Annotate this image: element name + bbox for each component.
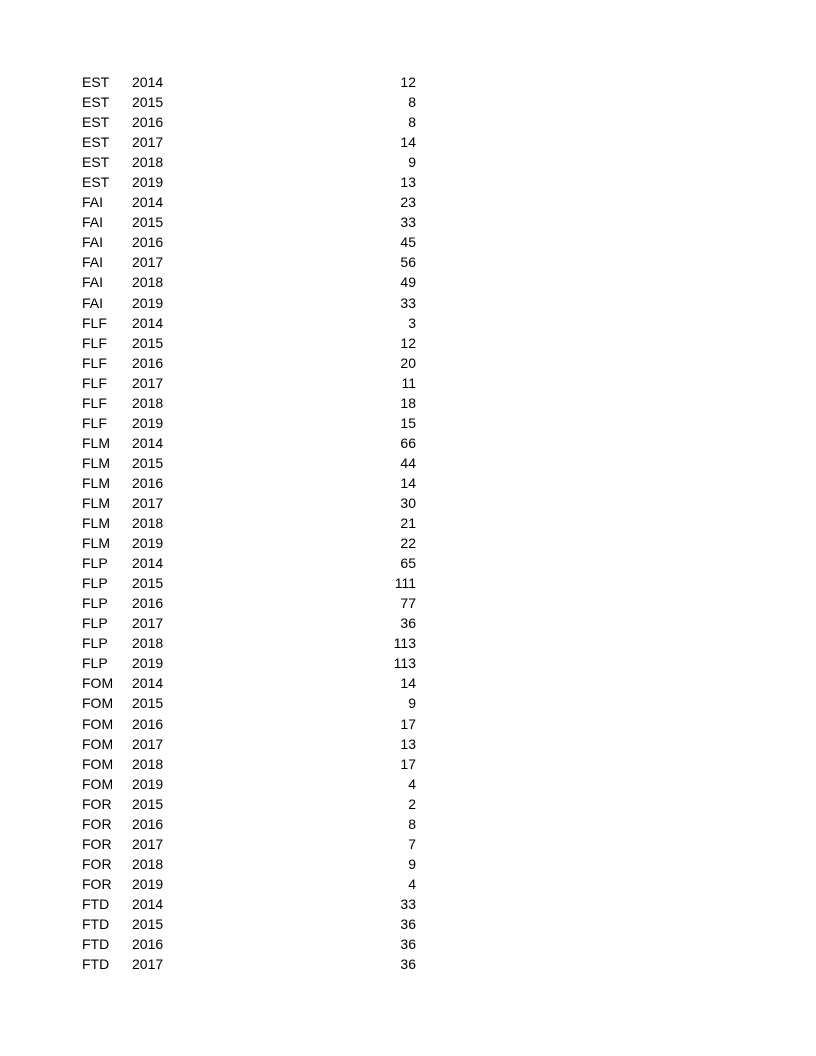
year-cell: 2017 — [132, 835, 164, 852]
year-cell: 2014 — [132, 895, 164, 912]
value-cell: 77 — [400, 595, 416, 612]
data-table — [82, 72, 422, 974]
year-cell: 2018 — [132, 635, 164, 652]
value-cell: 13 — [400, 735, 416, 752]
value-cell: 4 — [408, 875, 416, 892]
value-cell: 9 — [408, 695, 416, 712]
year-cell: 2019 — [132, 174, 164, 191]
code-cell: FLP — [82, 595, 108, 612]
value-cell: 23 — [400, 194, 416, 211]
value-cell: 21 — [400, 515, 416, 532]
table-row — [82, 794, 422, 814]
table-row — [82, 433, 422, 453]
year-cell: 2014 — [132, 434, 164, 451]
code-cell: FLP — [82, 635, 108, 652]
code-cell: FOM — [82, 715, 114, 732]
value-cell: 4 — [408, 775, 416, 792]
table-row — [82, 473, 422, 493]
year-cell: 2017 — [132, 615, 164, 632]
table-row — [82, 72, 422, 92]
value-cell: 20 — [400, 354, 416, 371]
year-cell: 2017 — [132, 956, 164, 973]
code-cell: FAI — [82, 294, 104, 311]
code-cell: EST — [82, 154, 110, 171]
code-cell: FAI — [82, 254, 104, 271]
code-cell: FOR — [82, 795, 112, 812]
value-cell: 33 — [400, 214, 416, 231]
table-row — [82, 593, 422, 613]
table-row — [82, 132, 422, 152]
table-row — [82, 714, 422, 734]
year-cell: 2016 — [132, 936, 164, 953]
table-row — [82, 774, 422, 794]
table-row — [82, 934, 422, 954]
year-cell: 2017 — [132, 134, 164, 151]
year-cell: 2016 — [132, 114, 164, 131]
value-cell: 12 — [400, 334, 416, 351]
value-cell: 44 — [400, 454, 416, 471]
value-cell: 8 — [408, 94, 416, 111]
table-row — [82, 894, 422, 914]
code-cell: FOR — [82, 875, 112, 892]
value-cell: 15 — [400, 414, 416, 431]
table-row — [82, 954, 422, 974]
year-cell: 2015 — [132, 575, 164, 592]
value-cell: 9 — [408, 855, 416, 872]
code-cell: FLF — [82, 414, 107, 431]
code-cell: FAI — [82, 194, 104, 211]
value-cell: 11 — [401, 374, 416, 391]
year-cell: 2019 — [132, 655, 164, 672]
value-cell: 36 — [400, 956, 416, 973]
value-cell: 18 — [400, 394, 416, 411]
code-cell: FLF — [82, 374, 107, 391]
value-cell: 22 — [400, 535, 416, 552]
value-cell: 45 — [400, 234, 416, 251]
value-cell: 36 — [400, 615, 416, 632]
code-cell: FOM — [82, 735, 114, 752]
code-cell: FOR — [82, 835, 112, 852]
table-row — [82, 533, 422, 553]
table-row — [82, 493, 422, 513]
code-cell: FLP — [82, 555, 108, 572]
table-row — [82, 293, 422, 313]
code-cell: FTD — [82, 915, 110, 932]
value-cell: 56 — [400, 254, 416, 271]
table-row — [82, 754, 422, 774]
value-cell: 13 — [400, 174, 416, 191]
table-row — [82, 874, 422, 894]
code-cell: FLP — [82, 615, 108, 632]
code-cell: EST — [82, 134, 110, 151]
code-cell: FOM — [82, 775, 114, 792]
table-row — [82, 553, 422, 573]
code-cell: FAI — [82, 214, 104, 231]
value-cell: 113 — [393, 655, 416, 672]
code-cell: FLM — [82, 494, 110, 511]
code-cell: EST — [82, 94, 110, 111]
year-cell: 2015 — [132, 454, 164, 471]
value-cell: 3 — [408, 314, 416, 331]
code-cell: FOR — [82, 815, 112, 832]
table-row — [82, 633, 422, 653]
code-cell: FLF — [82, 394, 107, 411]
year-cell: 2018 — [132, 855, 164, 872]
year-cell: 2019 — [132, 775, 164, 792]
year-cell: 2017 — [132, 494, 164, 511]
year-cell: 2015 — [132, 334, 164, 351]
year-cell: 2015 — [132, 214, 164, 231]
table-row — [82, 333, 422, 353]
year-cell: 2015 — [132, 795, 164, 812]
code-cell: FLP — [82, 575, 108, 592]
table-row — [82, 353, 422, 373]
table-row — [82, 393, 422, 413]
value-cell: 33 — [400, 895, 416, 912]
code-cell: FTD — [82, 956, 110, 973]
table-row — [82, 92, 422, 112]
year-cell: 2016 — [132, 815, 164, 832]
table-row — [82, 232, 422, 252]
year-cell: 2017 — [132, 254, 164, 271]
value-cell: 36 — [400, 915, 416, 932]
year-cell: 2019 — [132, 414, 164, 431]
table-row — [82, 252, 422, 272]
year-cell: 2017 — [132, 735, 164, 752]
code-cell: FLP — [82, 655, 108, 672]
table-row — [82, 373, 422, 393]
year-cell: 2016 — [132, 234, 164, 251]
year-cell: 2019 — [132, 535, 164, 552]
table-row — [82, 834, 422, 854]
year-cell: 2015 — [132, 695, 164, 712]
code-cell: FTD — [82, 936, 110, 953]
code-cell: FTD — [82, 895, 110, 912]
table-row — [82, 172, 422, 192]
value-cell: 66 — [400, 434, 416, 451]
value-cell: 2 — [408, 795, 416, 812]
table-row — [82, 814, 422, 834]
code-cell: FLF — [82, 354, 107, 371]
table-row — [82, 854, 422, 874]
table-row — [82, 734, 422, 754]
value-cell: 9 — [408, 154, 416, 171]
table-row — [82, 613, 422, 633]
year-cell: 2019 — [132, 294, 164, 311]
code-cell: FLM — [82, 515, 110, 532]
value-cell: 65 — [400, 555, 416, 572]
table-row — [82, 453, 422, 473]
value-cell: 49 — [400, 274, 416, 291]
code-cell: FLM — [82, 454, 110, 471]
year-cell: 2014 — [132, 194, 164, 211]
year-cell: 2014 — [132, 555, 164, 572]
code-cell: FAI — [82, 234, 104, 251]
table-row — [82, 212, 422, 232]
year-cell: 2015 — [132, 94, 164, 111]
table-row — [82, 413, 422, 433]
table-row — [82, 914, 422, 934]
value-cell: 17 — [400, 755, 416, 772]
code-cell: FOM — [82, 755, 114, 772]
value-cell: 8 — [408, 815, 416, 832]
value-cell: 7 — [408, 835, 416, 852]
year-cell: 2016 — [132, 595, 164, 612]
value-cell: 17 — [400, 715, 416, 732]
value-cell: 30 — [400, 494, 416, 511]
code-cell: FLF — [82, 314, 107, 331]
code-cell: FOM — [82, 695, 114, 712]
table-row — [82, 673, 422, 693]
code-cell: FOM — [82, 675, 114, 692]
code-cell: EST — [82, 74, 110, 90]
code-cell: FAI — [82, 274, 104, 291]
year-cell: 2018 — [132, 515, 164, 532]
code-cell: FLM — [82, 474, 110, 491]
table-row — [82, 313, 422, 333]
year-cell: 2019 — [132, 875, 164, 892]
code-cell: FLM — [82, 434, 110, 451]
code-cell: EST — [82, 114, 110, 131]
value-cell: 14 — [400, 134, 416, 151]
table-row — [82, 152, 422, 172]
code-cell: EST — [82, 174, 110, 191]
code-cell: FOR — [82, 855, 112, 872]
value-cell: 8 — [408, 114, 416, 131]
value-cell: 14 — [400, 474, 416, 491]
year-cell: 2017 — [132, 374, 164, 391]
year-cell: 2014 — [132, 675, 164, 692]
table-row — [82, 693, 422, 713]
value-cell: 14 — [400, 675, 416, 692]
year-cell: 2018 — [132, 394, 164, 411]
year-cell: 2016 — [132, 474, 164, 491]
value-cell: 113 — [393, 635, 416, 652]
year-cell: 2015 — [132, 915, 164, 932]
year-cell: 2018 — [132, 755, 164, 772]
code-cell: FLM — [82, 535, 110, 552]
table-row — [82, 272, 422, 292]
year-cell: 2016 — [132, 715, 164, 732]
table-row — [82, 653, 422, 673]
table-row — [82, 573, 422, 593]
year-cell: 2014 — [132, 74, 164, 90]
table-row — [82, 513, 422, 533]
value-cell: 36 — [400, 936, 416, 953]
value-cell: 33 — [400, 294, 416, 311]
table-row — [82, 112, 422, 132]
year-cell: 2016 — [132, 354, 164, 371]
value-cell: 12 — [400, 74, 416, 90]
year-cell: 2014 — [132, 314, 164, 331]
year-cell: 2018 — [132, 154, 164, 171]
year-cell: 2018 — [132, 274, 164, 291]
code-cell: FLF — [82, 334, 107, 351]
value-cell: 111 — [394, 575, 416, 592]
table-row — [82, 192, 422, 212]
